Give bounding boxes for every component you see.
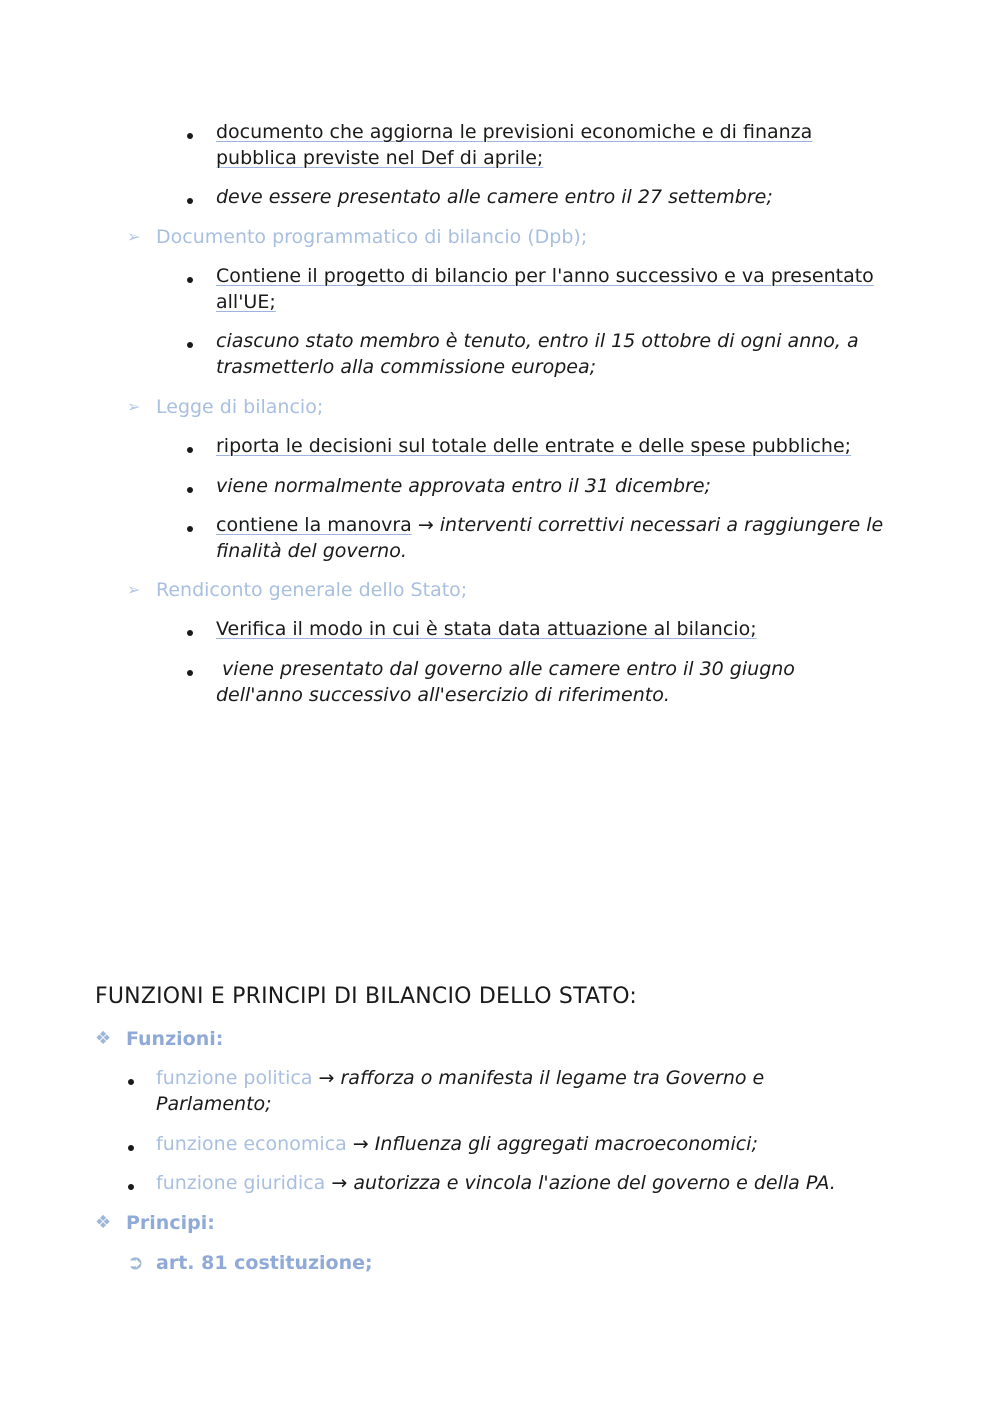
bullet-text: Contiene il progetto di bilancio per l'anno successivo e va presentato: [216, 265, 874, 287]
bullet-text: dell'anno successivo all'esercizio di riferimento.: [216, 684, 670, 706]
bullet-text: [216, 512, 883, 538]
funzione-term: funzione economica: [156, 1133, 347, 1155]
bullet-text: ciascuno stato membro è tenuto, entro il 15 ottobre di ogni anno, a: [216, 330, 859, 352]
manovra-term: contiene la manovra: [216, 514, 412, 536]
bullet-dot: [128, 1184, 134, 1190]
bullet-dot: [128, 1145, 134, 1151]
page-title: FUNZIONI E PRINCIPI DI BILANCIO DELLO STATO:: [95, 984, 637, 1009]
bullet-dot: [187, 630, 193, 636]
bullet-text: trasmetterlo alla commissione europea;: [216, 356, 597, 378]
diamond-bullet-icon: ❖: [95, 1212, 112, 1233]
arrowhead-bullet-icon: ➢: [127, 580, 141, 599]
funzione-desc: → Influenza gli aggregati macroeconomici;: [346, 1133, 758, 1155]
funzioni-label: Funzioni:: [126, 1028, 224, 1050]
bullet-dot: [187, 447, 193, 453]
bullet-dot: [187, 487, 193, 493]
funzione-term: funzione giuridica: [156, 1172, 326, 1194]
principi-label: Principi:: [126, 1212, 215, 1234]
bullet-text: all'UE;: [216, 291, 276, 313]
bullet-dot: [187, 198, 193, 204]
principio-item: art. 81 costituzione;: [156, 1252, 373, 1274]
funzione-term: funzione politica: [156, 1067, 313, 1089]
curved-arrow-icon: ➲: [127, 1250, 144, 1274]
bullet-text: documento che aggiorna le previsioni economiche e di finanza: [216, 121, 813, 143]
funzione-item: [156, 1131, 758, 1157]
funzione-desc: Parlamento;: [156, 1093, 272, 1115]
bullet-text: viene presentato dal governo alle camere entro il 30 giugno: [216, 658, 795, 680]
bullet-text: deve essere presentato alle camere entro il 27 settembre;: [216, 186, 773, 208]
manovra-desc: → interventi correttivi necessari a raggiungere le: [411, 514, 884, 536]
bullet-dot: [187, 133, 193, 139]
bullet-dot: [187, 342, 193, 348]
funzione-desc: → rafforza o manifesta il legame tra Governo e: [312, 1067, 765, 1089]
bullet-dot: [187, 670, 193, 676]
funzione-item: [156, 1170, 836, 1196]
section-heading: Legge di bilancio;: [156, 396, 324, 418]
diamond-bullet-icon: ❖: [95, 1028, 112, 1049]
bullet-text: riporta le decisioni sul totale delle entrate e delle spese pubbliche;: [216, 435, 852, 457]
bullet-text: viene normalmente approvata entro il 31 dicembre;: [216, 475, 711, 497]
bullet-dot: [187, 526, 193, 532]
section-heading: Rendiconto generale dello Stato;: [156, 579, 468, 601]
funzione-desc: → autorizza e vincola l'azione del governo e della PA.: [325, 1172, 836, 1194]
arrowhead-bullet-icon: ➢: [127, 397, 141, 416]
funzione-item: [156, 1065, 764, 1091]
bullet-dot: [128, 1079, 134, 1085]
arrowhead-bullet-icon: ➢: [127, 227, 141, 246]
bullet-text: Verifica il modo in cui è stata data attuazione al bilancio;: [216, 618, 757, 640]
bullet-text: pubblica previste nel Def di aprile;: [216, 147, 544, 169]
bullet-dot: [187, 277, 193, 283]
bullet-text: finalità del governo.: [216, 540, 407, 562]
section-heading: Documento programmatico di bilancio (Dpb);: [156, 226, 588, 248]
